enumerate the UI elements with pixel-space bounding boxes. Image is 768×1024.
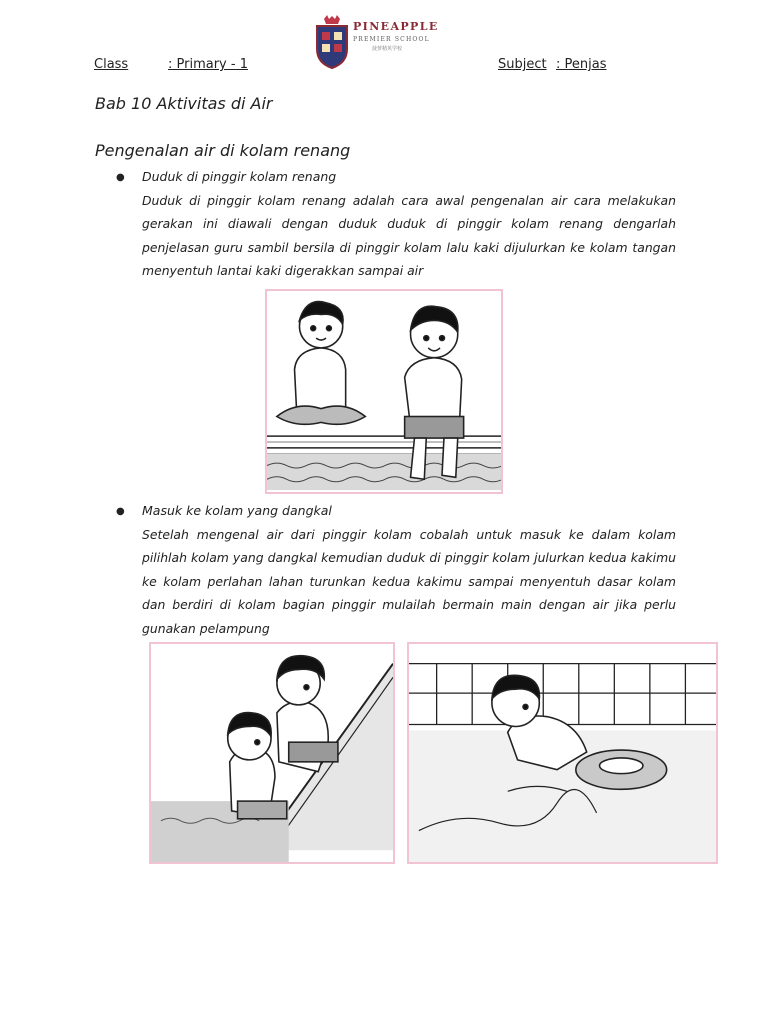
school-shield-icon: [314, 15, 350, 69]
illustration-pool-float: [407, 642, 718, 864]
school-logo: [312, 14, 462, 70]
subject-value: : Penjas: [556, 57, 607, 72]
bullet-icon: ●: [116, 506, 125, 517]
class-value: : Primary - 1: [168, 57, 248, 72]
logo-name: PINEAPPLE: [353, 20, 439, 33]
class-label: Class: [94, 57, 129, 72]
illustration-sitting-poolside: [265, 289, 503, 494]
logo-subtitle: PREMIER SCHOOL: [353, 36, 430, 43]
section-title: Pengenalan air di kolam renang: [95, 141, 351, 160]
item-paragraph: Setelah mengenal air dari pinggir kolam cobalah untuk masuk ke dalam kolam pilihlah kolam yang dangkal kemudian duduk di pinggir kolam julurkan kedua kakimu ke kolam perlahan lahan turunkan kedua kakimu sampai menyentuh dasar kolam dan berdiri di kolam bagian pinggir mulailah bermain main dengan air jika perlu gunakan pelampung: [142, 527, 676, 636]
bullet-icon: ●: [116, 172, 125, 183]
logo-chinese-name: 菠萝精英学校: [372, 46, 403, 52]
illustration-entering-pool: [149, 642, 395, 864]
item-paragraph: Duduk di pinggir kolam renang adalah cara awal pengenalan air cara melakukan gerakan ini diawali dengan duduk duduk di pinggir kolam renang dengarlah penjelasan guru sambil bersila di pinggir kolam lalu kaki dijulurkan ke kolam tangan menyentuh lantai kaki digerakkan sampai air: [142, 193, 676, 279]
subject-label: Subject: [498, 57, 547, 72]
item-title: Duduk di pinggir kolam renang: [142, 169, 337, 184]
chapter-title: Bab 10 Aktivitas di Air: [95, 94, 273, 113]
item-title: Masuk ke kolam yang dangkal: [142, 503, 332, 518]
